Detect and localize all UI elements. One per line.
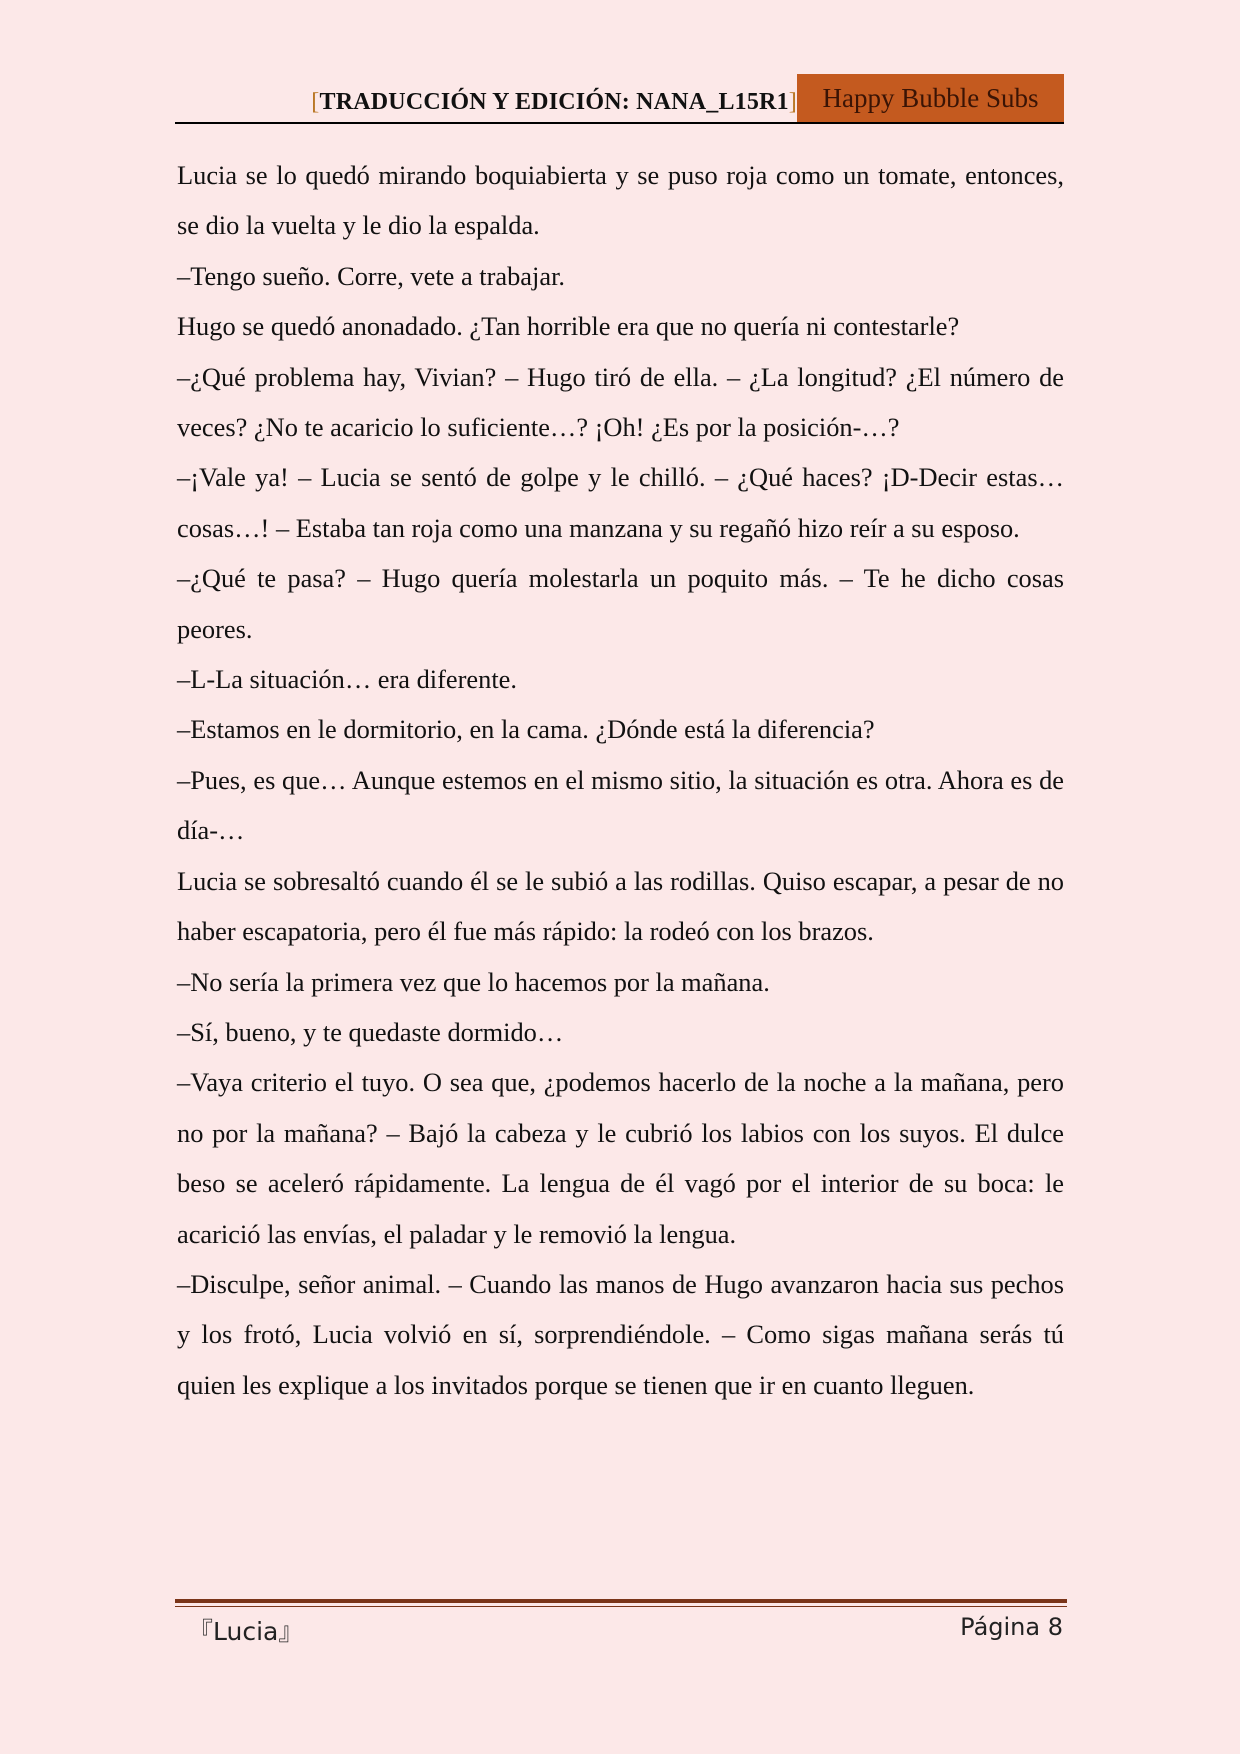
paragraph: –Pues, es que… Aunque estemos en el mismo sitio, la situación es otra. Ahora es de día-…: [177, 764, 1064, 846]
footer-rule-thick: [175, 1599, 1067, 1603]
page-body: [177, 150, 1064, 1410]
paragraph: Lucia se sobresaltó cuando él se le subió a las rodillas. Quiso escapar, a pesar de no haber escapatoria, pero él fue más rápido: la rodeó con los brazos.: [177, 865, 1064, 947]
paragraph: –Vaya criterio el tuyo. O sea que, ¿podemos hacerlo de la noche a la mañana, pero no por la mañana? – Bajó la cabeza y le cubrió los labios con los suyos. El dulce beso se aceleró rápidamente. La lengua de él vagó por el interior de su boca: le acarició las envías, el paladar y le removió la lengua.: [177, 1067, 1064, 1249]
credits-bracket-close: ]: [788, 89, 797, 115]
credits-text: TRADUCCIÓN Y EDICIÓN: NANA_L15R1: [319, 89, 789, 115]
footer-rule-thin: [175, 1606, 1067, 1607]
paragraph: –¡Vale ya! – Lucia se sentó de golpe y le chilló. – ¿Qué haces? ¡D-Decir estas… cosas…! – Estaba tan roja como una manzana y su regañó hizo reír a su esposo.: [177, 462, 1064, 543]
translation-credits: [311, 89, 797, 116]
paragraph: –¿Qué te pasa? – Hugo quería molestarla un poquito más. – Te he dicho cosas peores.: [177, 563, 1064, 644]
group-name-box: Happy Bubble Subs: [797, 74, 1064, 122]
paragraph: –No sería la primera vez que lo hacemos por la mañana.: [177, 966, 770, 997]
page-number: Página 8: [960, 1613, 1063, 1641]
header-rule: [175, 122, 1064, 124]
paragraph: –Tengo sueño. Corre, vete a trabajar.: [177, 260, 565, 291]
paragraph: –Sí, bueno, y te quedaste dormido…: [177, 1016, 564, 1047]
paragraph: –L-La situación… era diferente.: [177, 664, 517, 695]
paragraph: Hugo se quedó anonadado. ¿Tan horrible era que no quería ni contestarle?: [177, 311, 960, 342]
paragraph: –¿Qué problema hay, Vivian? – Hugo tiró de ella. – ¿La longitud? ¿El número de veces? ¿No te acaricio lo suficiente…? ¡Oh! ¿Es por la posición-…?: [177, 361, 1064, 443]
paragraph: –Disculpe, señor animal. – Cuando las manos de Hugo avanzaron hacia sus pechos y los frotó, Lucia volvió en sí, sorprendiéndole. – Como sigas mañana serás tú quien les explique a los invitados porque se tienen que ir en cuanto lleguen.: [177, 1268, 1064, 1400]
paragraph: –Estamos en le dormitorio, en la cama. ¿Dónde está la diferencia?: [177, 714, 875, 745]
footer-book-title: 『Lucia』: [188, 1617, 304, 1646]
page-header: [175, 74, 1064, 124]
paragraph: Lucia se lo quedó mirando boquiabierta y se puso roja como un tomate, entonces, se dio la vuelta y le dio la espalda.: [177, 160, 1064, 241]
credits-bracket-open: [: [311, 89, 320, 115]
